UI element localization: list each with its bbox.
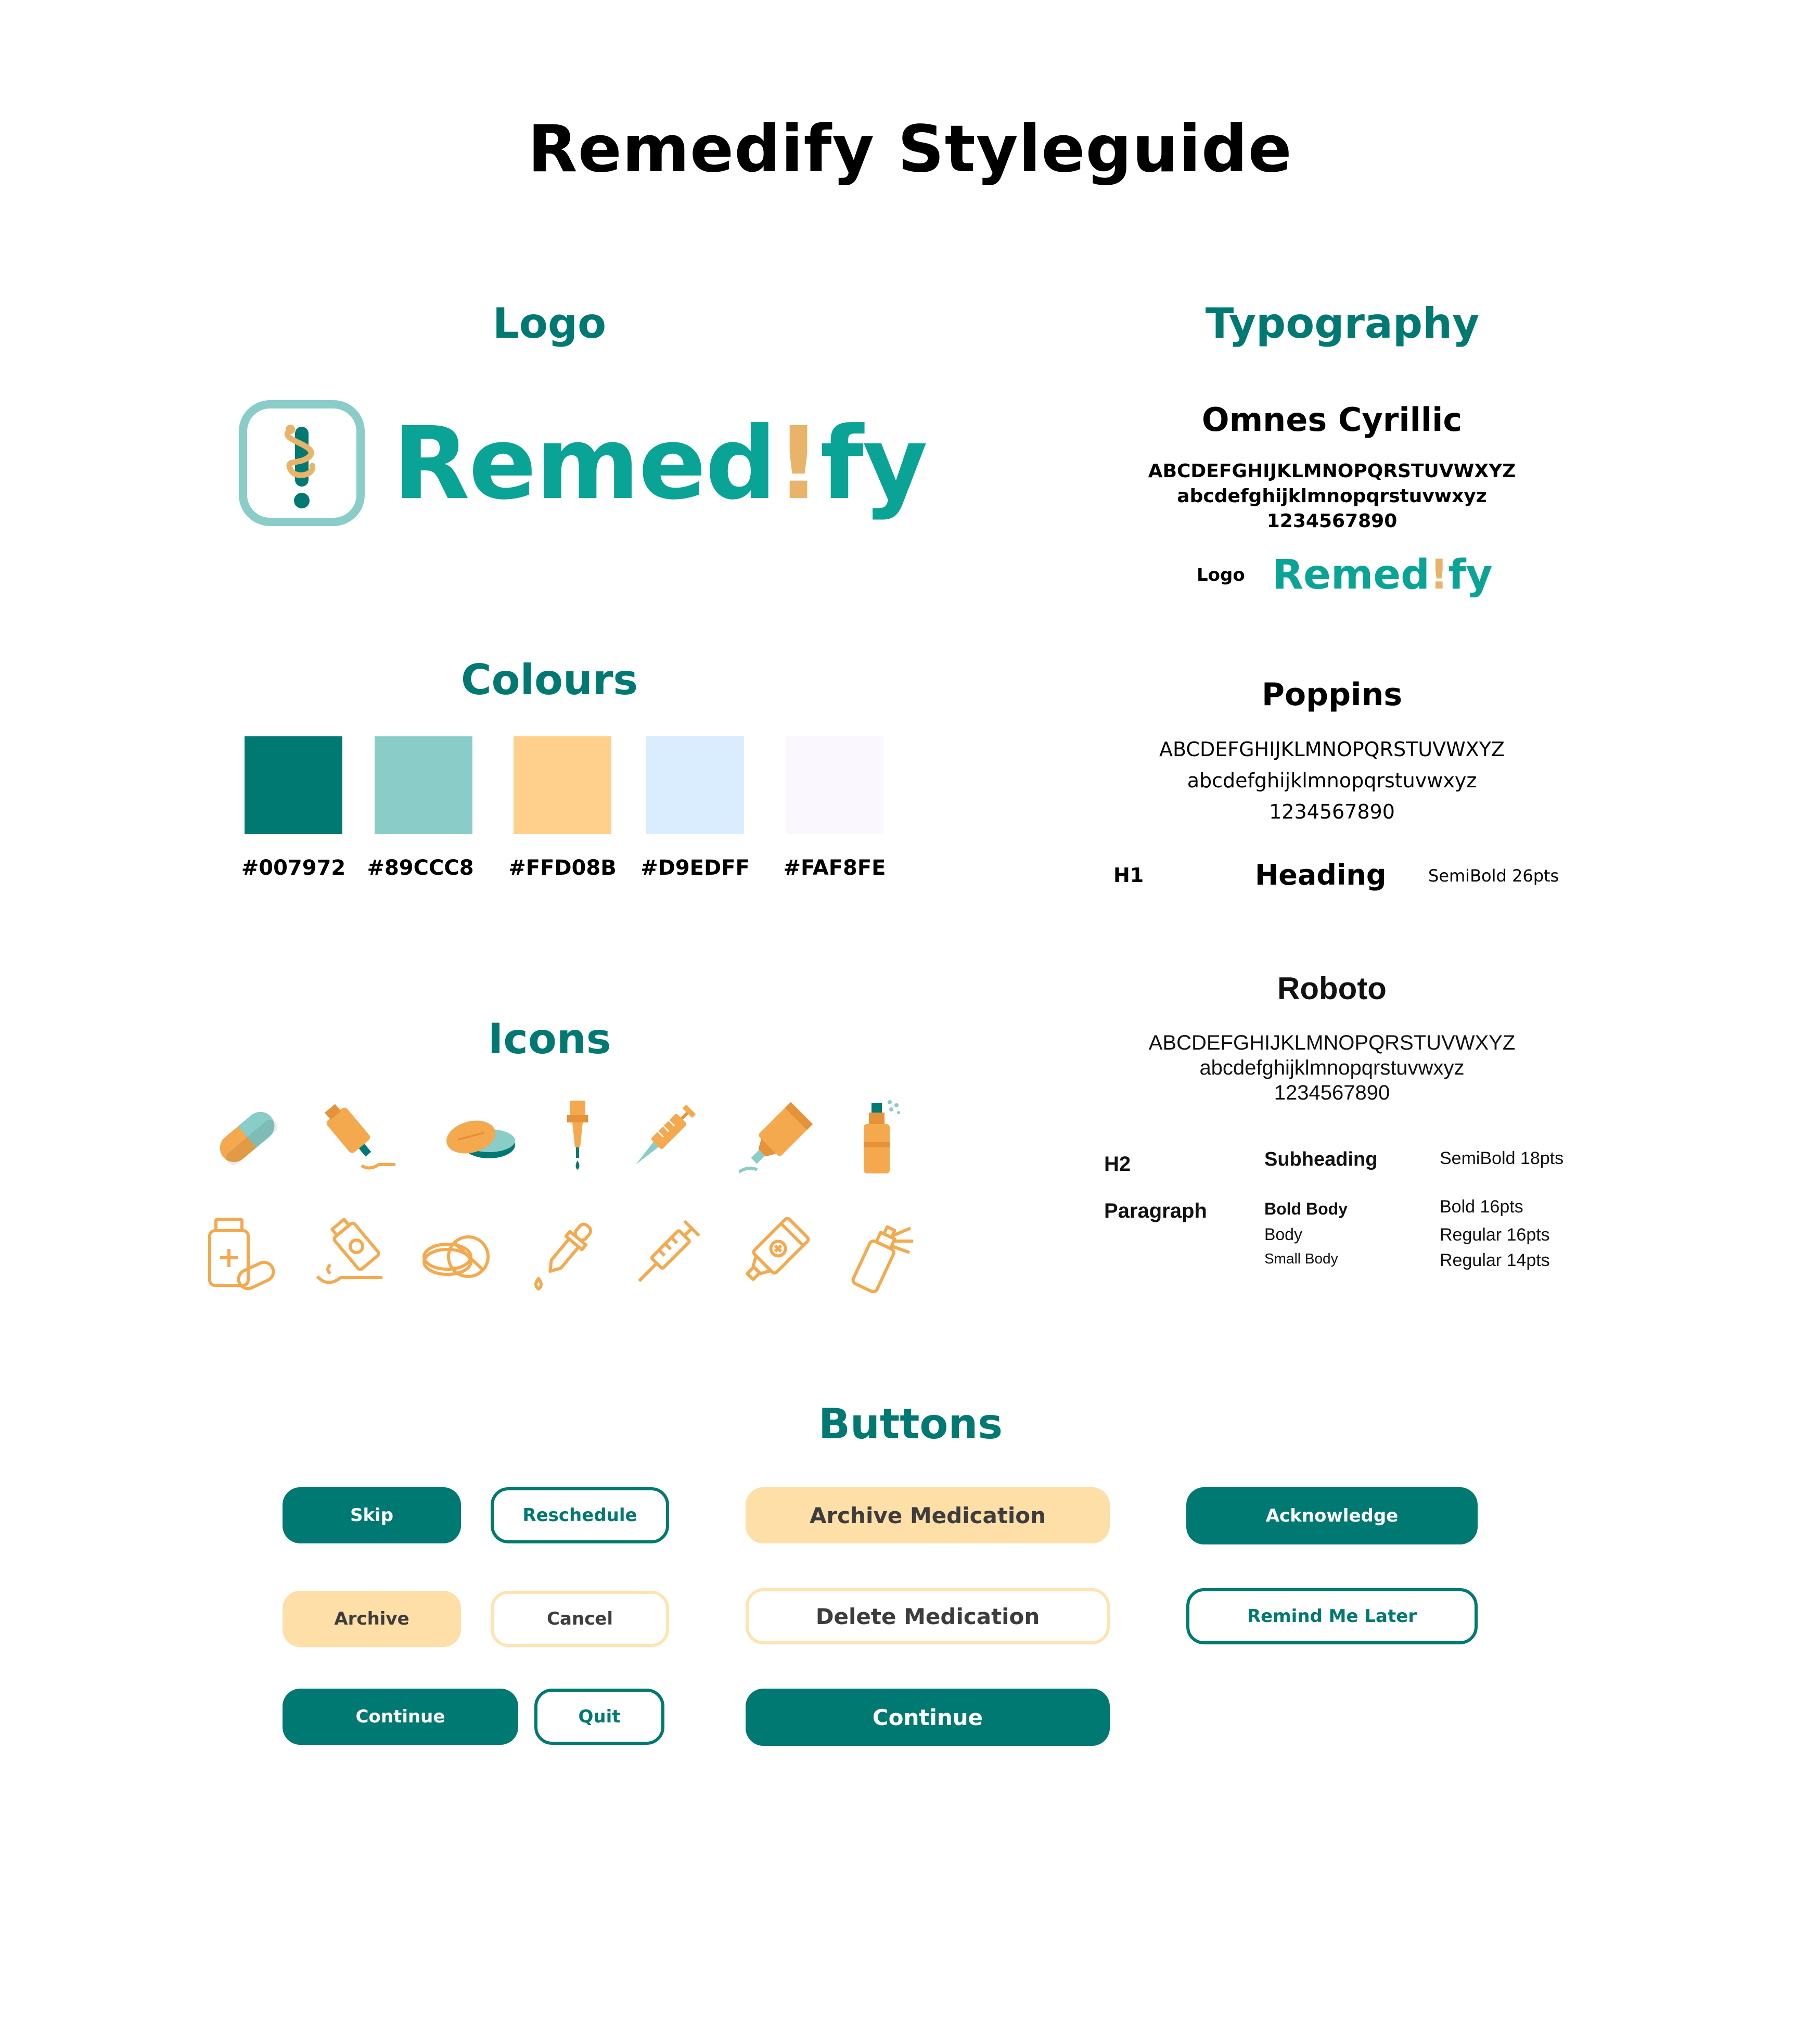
- logo-wordmark-prefix: Remed: [393, 406, 776, 522]
- dropper-outline-icon: [526, 1215, 604, 1293]
- page-title: Remedify Styleguide: [528, 112, 1292, 187]
- logo-wordmark: [393, 406, 927, 522]
- h1-sample: Heading: [1255, 859, 1387, 891]
- h1-spec: SemiBold 26pts: [1428, 866, 1559, 886]
- omnes-logo-suffix: fy: [1448, 552, 1493, 598]
- roboto-uppercase: ABCDEFGHIJKLMNOPQRSTUVWXYZ: [1148, 1031, 1516, 1054]
- syringe-icon: [624, 1098, 702, 1176]
- roboto-lowercase: abcdefghijklmnopqrstuvwxyz: [1199, 1056, 1465, 1079]
- cancel-button[interactable]: Cancel: [491, 1591, 669, 1647]
- remind-me-later-button[interactable]: Remind Me Later: [1186, 1588, 1478, 1644]
- poppins-lowercase: abcdefghijklmnopqrstuvwxyz: [1187, 769, 1477, 792]
- h2-sample: Subheading: [1264, 1148, 1378, 1170]
- h2-label: H2: [1104, 1153, 1131, 1176]
- hex-label: #89CCC8: [367, 856, 474, 880]
- dropper-icon: [539, 1098, 617, 1176]
- logo-mark-icon: [237, 398, 367, 528]
- swatch-teal: [245, 736, 342, 834]
- hex-label: #007972: [241, 856, 346, 880]
- swatch-off-white: [786, 736, 883, 834]
- small-body-spec: Regular 14pts: [1440, 1250, 1550, 1270]
- omnes-specimen: [1072, 459, 1592, 534]
- bold-body-sample: Bold Body: [1264, 1199, 1348, 1218]
- roboto-digits: 1234567890: [1274, 1081, 1390, 1104]
- roboto-font-name: Roboto: [1277, 971, 1387, 1006]
- delete-medication-button[interactable]: Delete Medication: [746, 1588, 1110, 1644]
- quit-button[interactable]: Quit: [534, 1689, 664, 1745]
- omnes-lowercase: abcdefghijklmnopqrstuvwxyz: [1177, 486, 1487, 507]
- acknowledge-button[interactable]: Acknowledge: [1186, 1487, 1478, 1544]
- reschedule-button[interactable]: Reschedule: [491, 1487, 669, 1543]
- continue-small-button[interactable]: Continue: [283, 1689, 518, 1745]
- omnes-logo-exclaim: !: [1429, 552, 1449, 598]
- logo-wordmark-suffix: fy: [820, 406, 927, 522]
- logo-wordmark-exclaim: !: [775, 406, 821, 522]
- bold-body-spec: Bold 16pts: [1440, 1197, 1523, 1217]
- paragraph-label: Paragraph: [1104, 1199, 1207, 1222]
- hex-label: #FFD08B: [508, 856, 617, 880]
- body-sample: Body: [1264, 1225, 1302, 1244]
- ointment-tube-icon: [739, 1098, 817, 1176]
- colours-heading: Colours: [460, 656, 638, 704]
- poppins-font-name: Poppins: [1261, 676, 1403, 713]
- body-spec: Regular 16pts: [1440, 1225, 1550, 1245]
- poppins-uppercase: ABCDEFGHIJKLMNOPQRSTUVWXYZ: [1159, 738, 1505, 761]
- spray-bottle-icon: [835, 1098, 913, 1176]
- capsule-icon: [208, 1098, 286, 1176]
- swatch-mint: [375, 736, 472, 834]
- tablets-outline-icon: [416, 1215, 494, 1293]
- archive-button[interactable]: Archive: [283, 1591, 461, 1647]
- pill-bottle-icon: [200, 1215, 278, 1293]
- roboto-specimen: [1072, 1030, 1592, 1105]
- buttons-heading: Buttons: [818, 1400, 1003, 1448]
- omnes-logo-sample: [1272, 552, 1492, 598]
- swatch-peach: [514, 736, 611, 834]
- omnes-logo-prefix: Remed: [1272, 552, 1430, 598]
- omnes-font-name: Omnes Cyrillic: [1201, 401, 1463, 439]
- hex-label: #FAF8FE: [783, 856, 886, 880]
- icons-heading: Icons: [488, 1015, 611, 1063]
- omnes-usage-label: Logo: [1197, 565, 1245, 585]
- omnes-digits: 1234567890: [1266, 510, 1398, 532]
- syringe-outline-icon: [627, 1215, 705, 1293]
- h2-spec: SemiBold 18pts: [1440, 1148, 1564, 1168]
- continue-large-button[interactable]: Continue: [746, 1689, 1110, 1746]
- poppins-digits: 1234567890: [1269, 800, 1395, 823]
- poppins-specimen: [1072, 734, 1592, 827]
- cream-tube-icon: [734, 1215, 812, 1293]
- pill-tablets-icon: [440, 1098, 518, 1176]
- tablet-spoon-icon: [317, 1098, 395, 1176]
- typography-heading: Typography: [1205, 299, 1480, 348]
- skip-button[interactable]: Skip: [283, 1487, 461, 1543]
- hex-label: #D9EDFF: [640, 856, 750, 880]
- archive-medication-button[interactable]: Archive Medication: [746, 1487, 1110, 1543]
- syrup-spoon-icon: [310, 1215, 388, 1293]
- logo-heading: Logo: [492, 299, 607, 348]
- spray-can-icon: [838, 1215, 916, 1293]
- logo-mark: [237, 398, 367, 528]
- swatch-light-blue: [646, 736, 744, 834]
- h1-label: H1: [1113, 864, 1144, 887]
- omnes-uppercase: ABCDEFGHIJKLMNOPQRSTUVWXYZ: [1148, 461, 1516, 482]
- small-body-sample: Small Body: [1264, 1250, 1338, 1267]
